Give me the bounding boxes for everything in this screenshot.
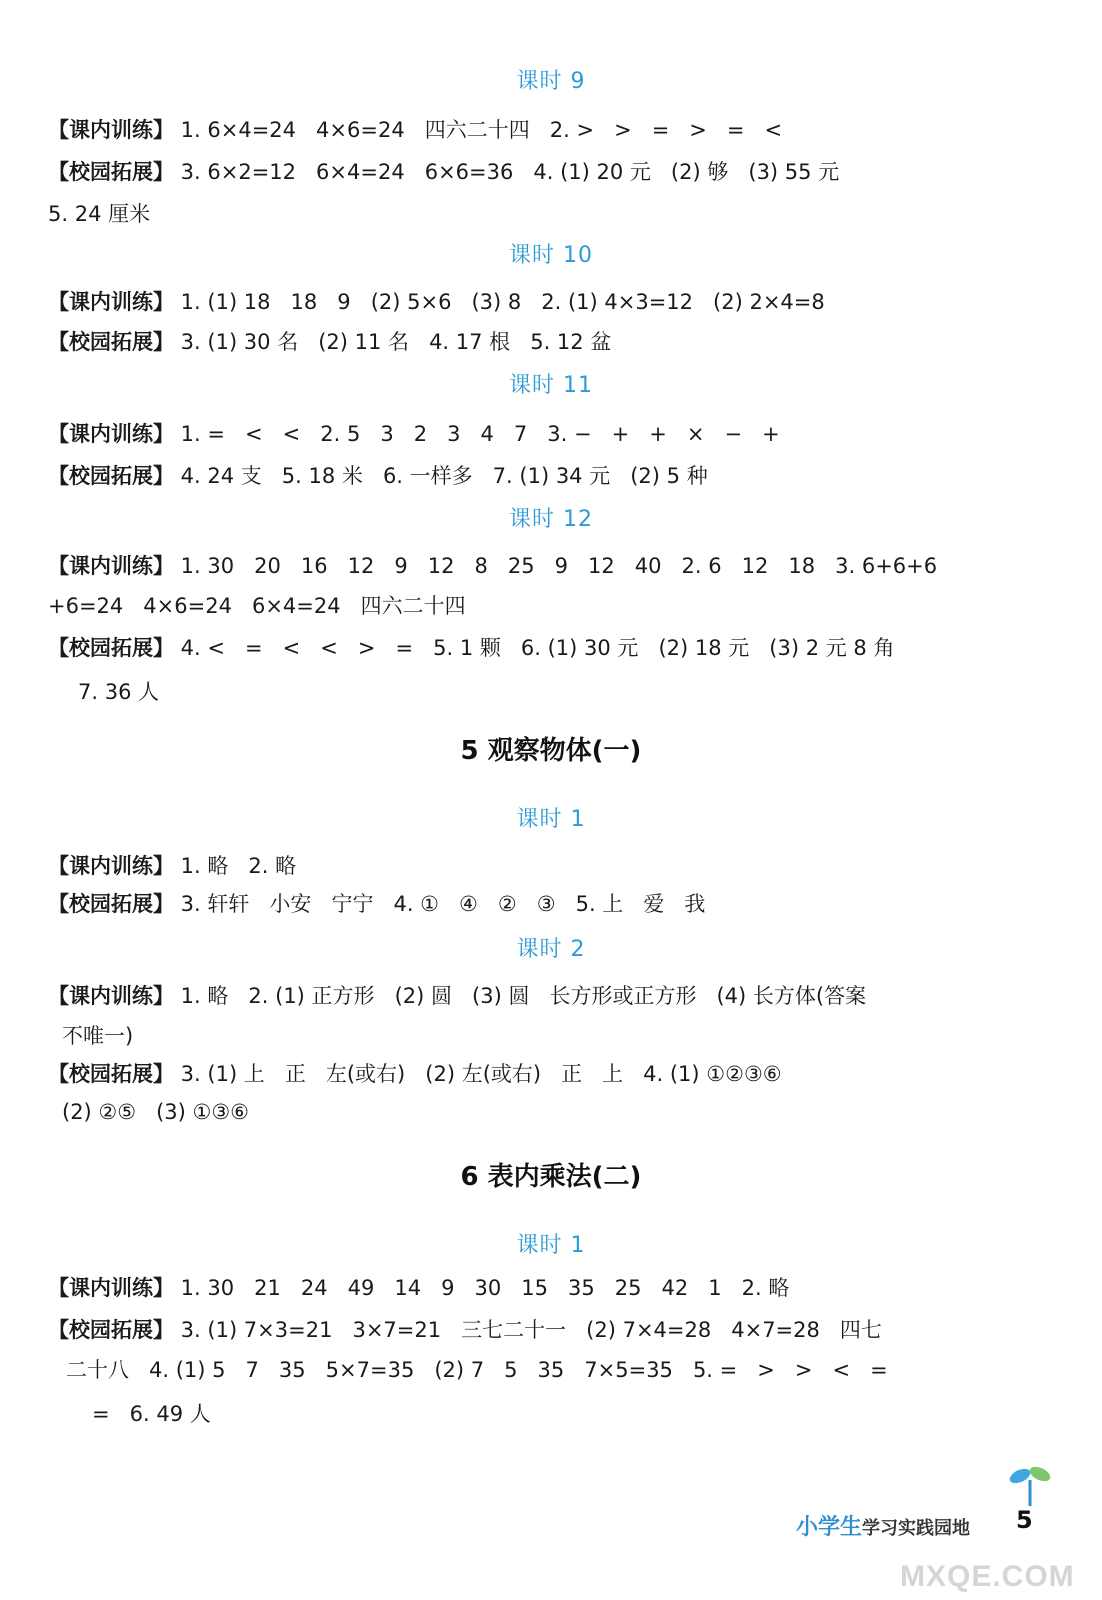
row-tag: 【校园拓展】 (48, 464, 174, 488)
lesson-title-11: 课时 11 (509, 373, 593, 398)
row-text: 3. 轩轩 小安 宁宁 4. ① ④ ② ③ 5. 上 爱 我 (174, 892, 706, 916)
page-number: 5 (1016, 1506, 1033, 1534)
answer-row: 7. 36 人 (78, 680, 160, 704)
row-tag: 【校园拓展】 (48, 892, 174, 916)
lesson-title-c6-1: 课时 1 (516, 1233, 586, 1258)
lesson-title-c5-2: 课时 2 (516, 937, 586, 962)
answer-row: = 6. 49 人 (92, 1402, 211, 1426)
row-tag: 【校园拓展】 (48, 1062, 174, 1086)
chapter-title-6: 6 表内乘法(二) (460, 1162, 642, 1192)
row-text: 3. (1) 上 正 左(或右) (2) 左(或右) 正 上 4. (1) ①②③⑥ (174, 1062, 782, 1086)
row-text: 3. (1) 30 名 (2) 11 名 4. 17 根 5. 12 盆 (174, 330, 612, 354)
row-text: 1. 6×4=24 4×6=24 四六二十四 2. > > = > = < (174, 118, 783, 142)
answer-row (48, 460, 708, 490)
row-tag: 【课内训练】 (48, 422, 174, 446)
answer-row (48, 326, 611, 356)
row-tag: 【课内训练】 (48, 1276, 174, 1300)
row-tag: 【课内训练】 (48, 554, 174, 578)
lesson-title-10: 课时 10 (509, 243, 593, 268)
answer-row (48, 1058, 782, 1088)
row-tag: 【校园拓展】 (48, 1318, 174, 1342)
answer-row (48, 286, 825, 316)
answer-row: +6=24 4×6=24 6×4=24 四六二十四 (48, 594, 466, 618)
answer-row (48, 1272, 789, 1302)
row-tag: 【课内训练】 (48, 984, 174, 1008)
lesson-title-12: 课时 12 (509, 507, 593, 532)
answer-row (48, 114, 782, 144)
row-tag: 【校园拓展】 (48, 330, 174, 354)
answer-row (48, 1314, 882, 1344)
brand-main: 小学生 (796, 1515, 863, 1540)
row-text: 1. 略 2. (1) 正方形 (2) 圆 (3) 圆 长方形或正方形 (4) 长方体(答案 (174, 984, 867, 1008)
sprout-icon (1006, 1462, 1054, 1508)
brand-sub: 学习实践园地 (862, 1518, 971, 1539)
row-tag: 【校园拓展】 (48, 160, 174, 184)
answer-row (48, 632, 894, 662)
answer-row (48, 980, 866, 1010)
row-text: 3. (1) 7×3=21 3×7=21 三七二十一 (2) 7×4=28 4×7=28 四七 (174, 1318, 882, 1342)
row-text: 1. 略 2. 略 (174, 854, 297, 878)
lesson-title-9: 课时 9 (516, 69, 586, 94)
answer-row (48, 888, 705, 918)
row-text: 1. 30 21 24 49 14 9 30 15 35 25 42 1 2. 略 (174, 1276, 790, 1300)
footer-brand (796, 1510, 970, 1541)
answer-row: (2) ②⑤ (3) ①③⑥ (62, 1100, 250, 1124)
row-text: 1. 30 20 16 12 9 12 8 25 9 12 40 2. 6 12 18 3. 6+6+6 (174, 554, 938, 578)
row-text: 4. < = < < > = 5. 1 颗 6. (1) 30 元 (2) 18 元 (3) 2 元 8 角 (174, 636, 895, 660)
row-tag: 【校园拓展】 (48, 636, 174, 660)
answer-row: 5. 24 厘米 (48, 202, 151, 226)
answer-row: 不唯一) (62, 1024, 134, 1048)
answer-row (48, 156, 839, 186)
answer-row (48, 850, 296, 880)
answer-row: 二十八 4. (1) 5 7 35 5×7=35 (2) 7 5 35 7×5=35 5. = > > < = (66, 1358, 888, 1382)
lesson-title-c5-1: 课时 1 (516, 807, 586, 832)
answer-row (48, 418, 780, 448)
row-text: 4. 24 支 5. 18 米 6. 一样多 7. (1) 34 元 (2) 5 种 (174, 464, 708, 488)
row-text: 1. (1) 18 18 9 (2) 5×6 (3) 8 2. (1) 4×3=12 (2) 2×4=8 (174, 290, 825, 314)
answer-row (48, 550, 937, 580)
row-tag: 【课内训练】 (48, 290, 174, 314)
row-text: 1. = < < 2. 5 3 2 3 4 7 3. − + + × − + (174, 422, 780, 446)
watermark: MXQE.COM (900, 1560, 1075, 1593)
row-text: 3. 6×2=12 6×4=24 6×6=36 4. (1) 20 元 (2) 够 (3) 55 元 (174, 160, 840, 184)
chapter-title-5: 5 观察物体(一) (460, 736, 642, 766)
row-tag: 【课内训练】 (48, 854, 174, 878)
row-tag: 【课内训练】 (48, 118, 174, 142)
